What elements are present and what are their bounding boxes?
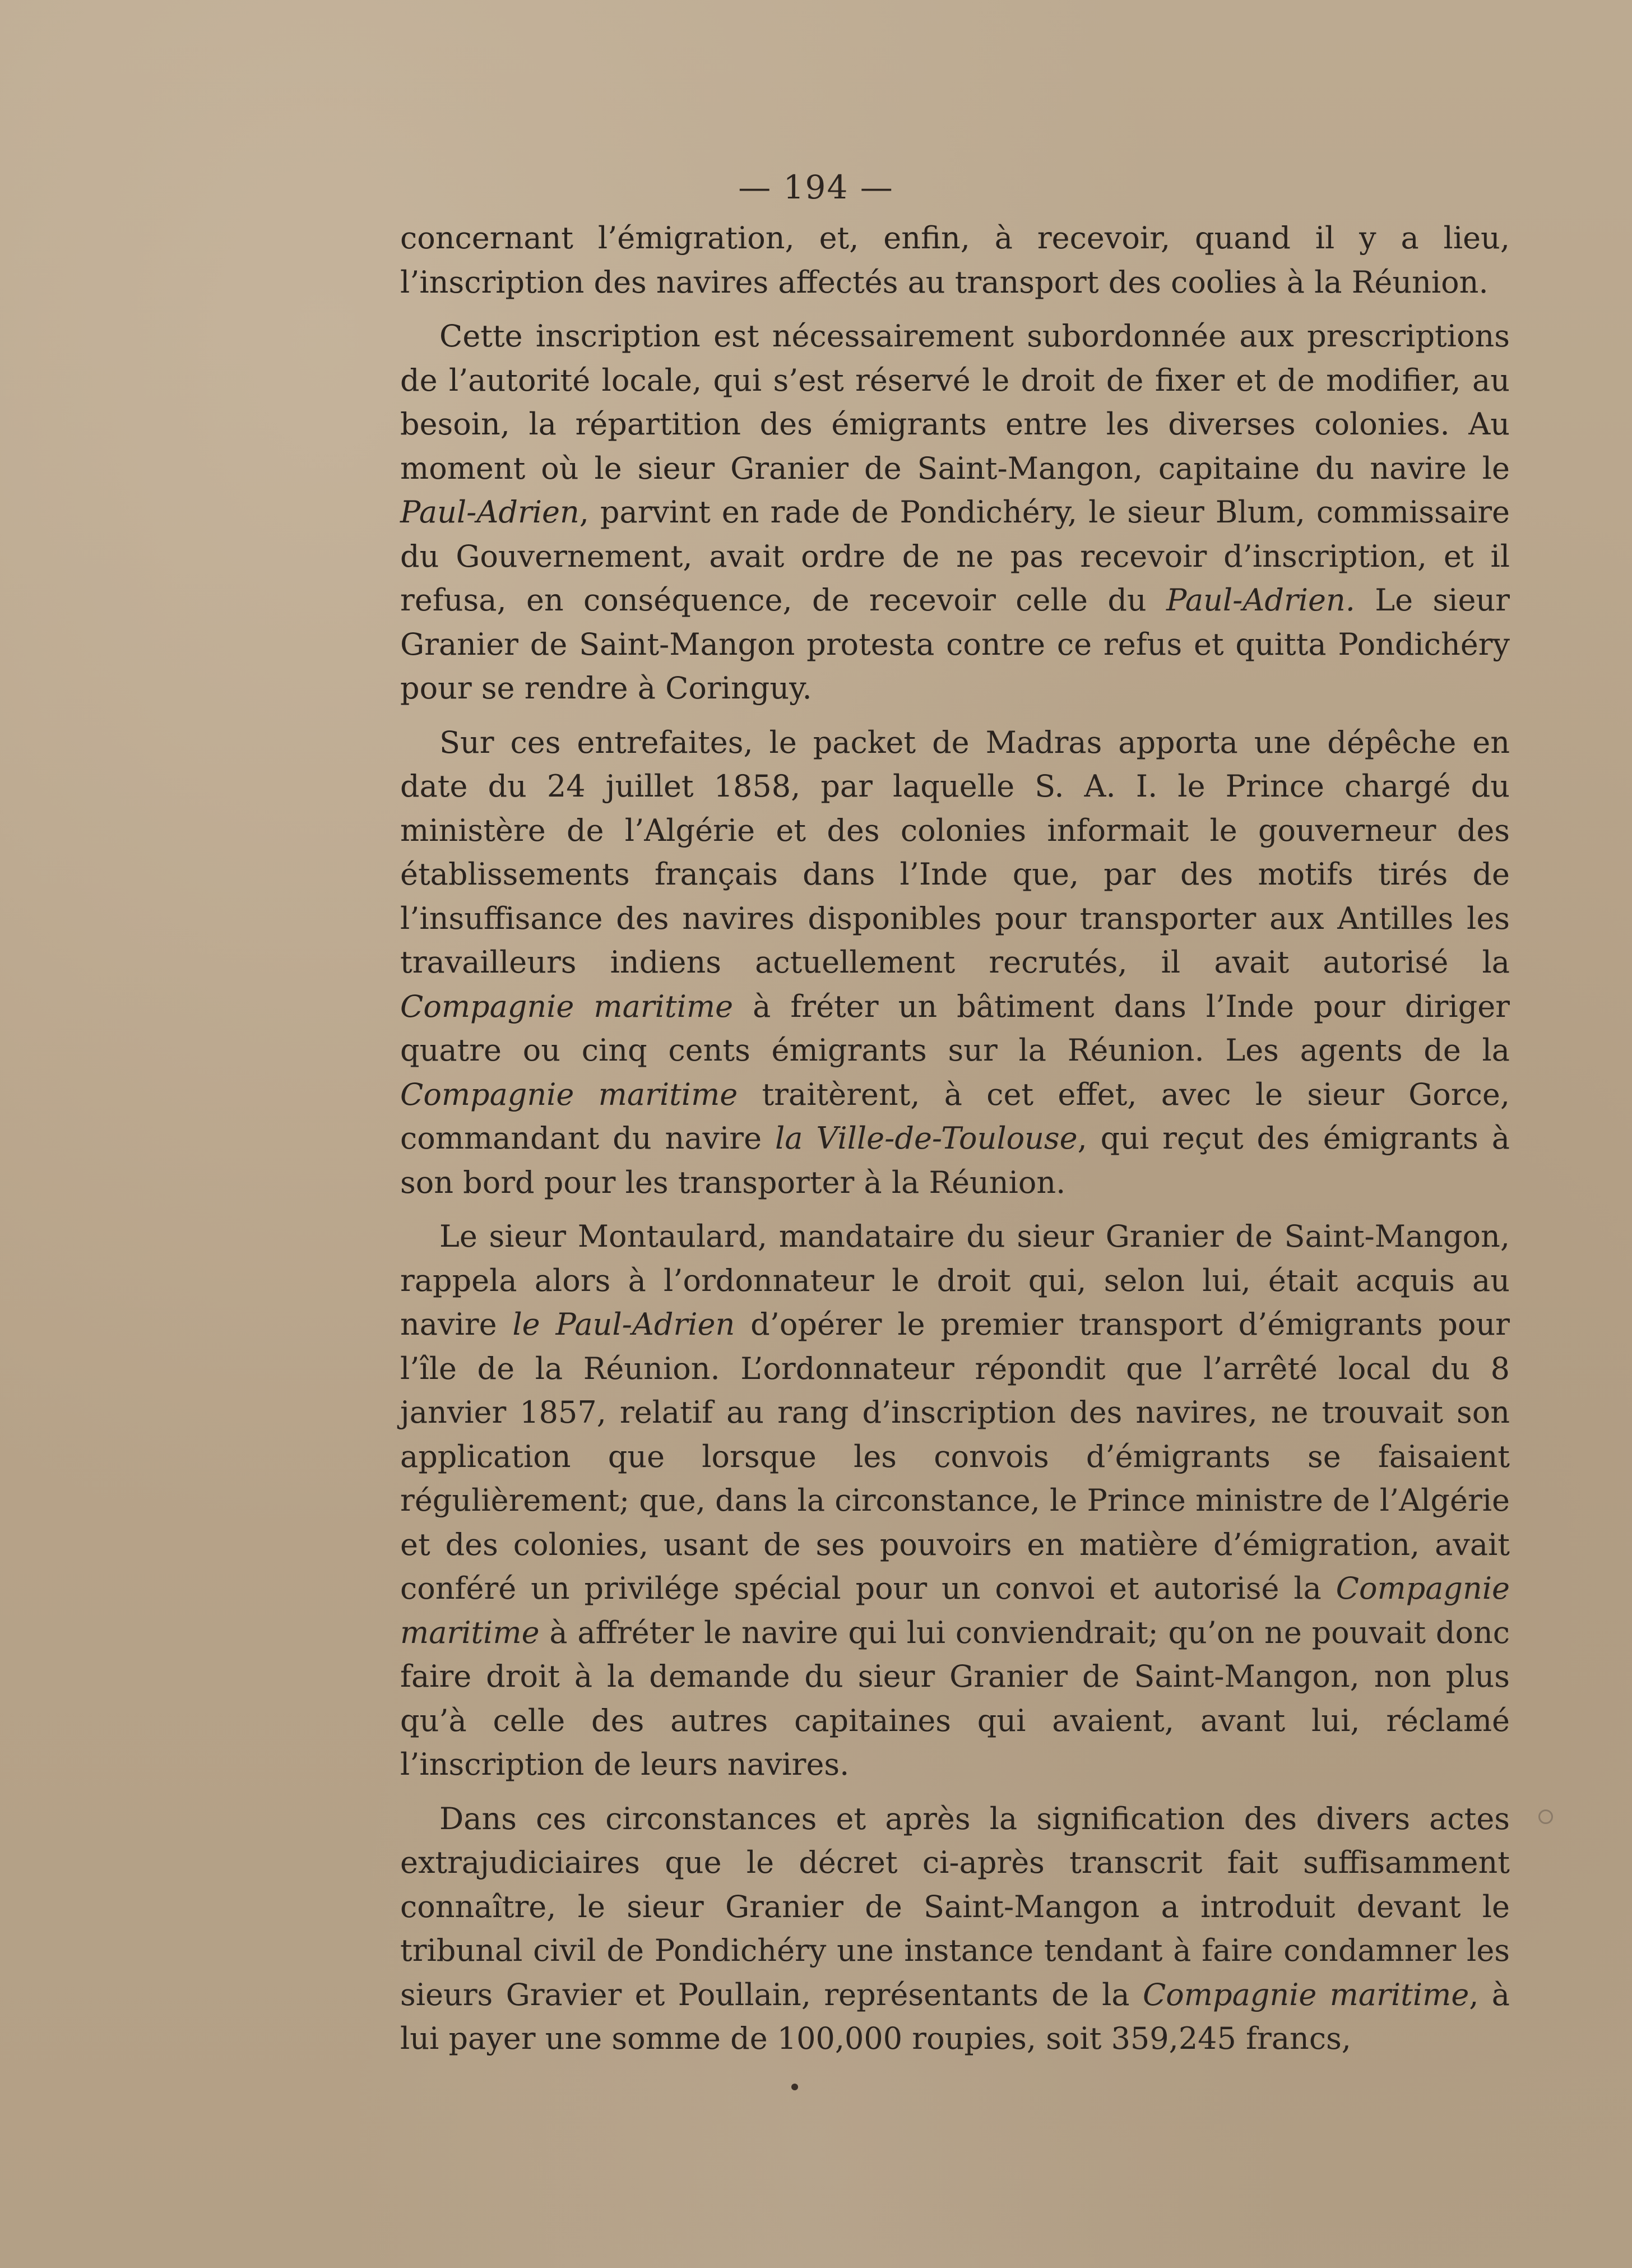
paragraph (400, 1215, 1510, 1787)
text-run: à fréter un bâtiment dans l’Inde pour diriger quatre ou cinq cents émigrants sur la Réunion. Les agents de la (400, 988, 1510, 1068)
ship-name: Paul-Adrien (400, 494, 579, 530)
text-run: traitèrent, à cet effet, avec le sieur Gorce, commandant du navire (400, 1076, 1510, 1156)
text-run: , qui reçut des émigrants à son bord pour les transporter à la Réunion. (400, 1121, 1510, 1200)
text-run: Cette inscription est nécessairement subordonnée aux prescriptions de l’autorité locale, qui s’est réservé le droit de fixer et de modifier, au besoin, la répartition des émigrants entre les diverses colonies. Au moment où le sieur Granier de Saint-Mangon, capitaine du navire le (400, 318, 1510, 486)
text-run: à affréter le navire qui lui conviendrait; qu’on ne pouvait donc faire droit à la demande du sieur Granier de Saint-Mangon, non plus qu’à celle des autres capitaines qui avaient, avant lui, réclamé l’inscription de leurs navires. (400, 1614, 1510, 1782)
margin-circle-mark (1538, 1809, 1553, 1824)
paragraph (400, 721, 1510, 1205)
ship-name: Paul-Adrien. (1166, 582, 1355, 618)
paragraph (400, 314, 1510, 711)
text-run: concernant l’émigration, et, enfin, à recevoir, quand il y a lieu, l’inscription des navires affectés au transport des coolies à la Réunion. (400, 220, 1510, 300)
company-name: Compagnie maritime (400, 1076, 738, 1112)
text-run: Sur ces entrefaites, le packet de Madras apporta une dépêche en date du 24 juillet 1858, par laquelle S. A. I. le Prince chargé du ministère de l’Algérie et des colonies informait le gouverneur des établissements français dans l’Inde que, par des motifs tirés de l’insuffisance des navires disponibles pour transporter aux Antilles les travailleurs indiens actuellement recrutés, il avait autorisé la (400, 724, 1510, 980)
company-name: Compagnie maritime (400, 1571, 1510, 1650)
ink-dot-mark (791, 2084, 798, 2090)
text-run: Le sieur Montaulard, mandataire du sieur Granier de Saint-Mangon, rappela alors à l’ordonnateur le droit qui, selon lui, était acquis au navire (400, 1219, 1510, 1342)
ship-name: la Ville-de-Toulouse (775, 1121, 1078, 1156)
company-name: Compagnie maritime (400, 988, 734, 1024)
ship-name: le Paul-Adrien (512, 1307, 735, 1342)
text-run: Le sieur Granier de Saint-Mangon protesta contre ce refus et quitta Pondichéry pour se rendre à Coringuy. (400, 582, 1510, 706)
paragraph (400, 1797, 1510, 2061)
page-number: — 194 — (738, 168, 894, 206)
text-run: , à lui payer une somme de 100,000 roupies, soit 359,245 francs, (400, 1977, 1510, 2056)
text-run: Dans ces circonstances et après la signification des divers actes extrajudiciaires que le décret ci-après transcrit fait suffisamment connaître, le sieur Granier de Saint-Mangon a introduit devant le tribunal civil de Pondichéry une instance tendant à faire condamner les sieurs Gravier et Poullain, représentants de la (400, 1800, 1510, 2012)
text-run: , parvint en rade de Pondichéry, le sieur Blum, commissaire du Gouvernement, avait ordre de ne pas recevoir d’inscription, et il refusa, en conséquence, de recevoir celle du (400, 494, 1510, 618)
text-run: d’opérer le premier transport d’émigrants pour l’île de la Réunion. L’ordonnateur répondit que l’arrêté local du 8 janvier 1857, relatif au rang d’inscription des navires, ne trouvait son application que lorsque les convois d’émigrants se faisaient régulièrement; que, dans la circonstance, le Prince ministre de l’Algérie et des colonies, usant de ses pouvoirs en matière d’émigration, avait conféré un privilége spécial pour un convoi et autorisé la (400, 1307, 1510, 1606)
company-name: Compagnie maritime (1142, 1977, 1469, 2012)
paragraph (400, 216, 1510, 304)
body-text (400, 216, 1510, 2071)
